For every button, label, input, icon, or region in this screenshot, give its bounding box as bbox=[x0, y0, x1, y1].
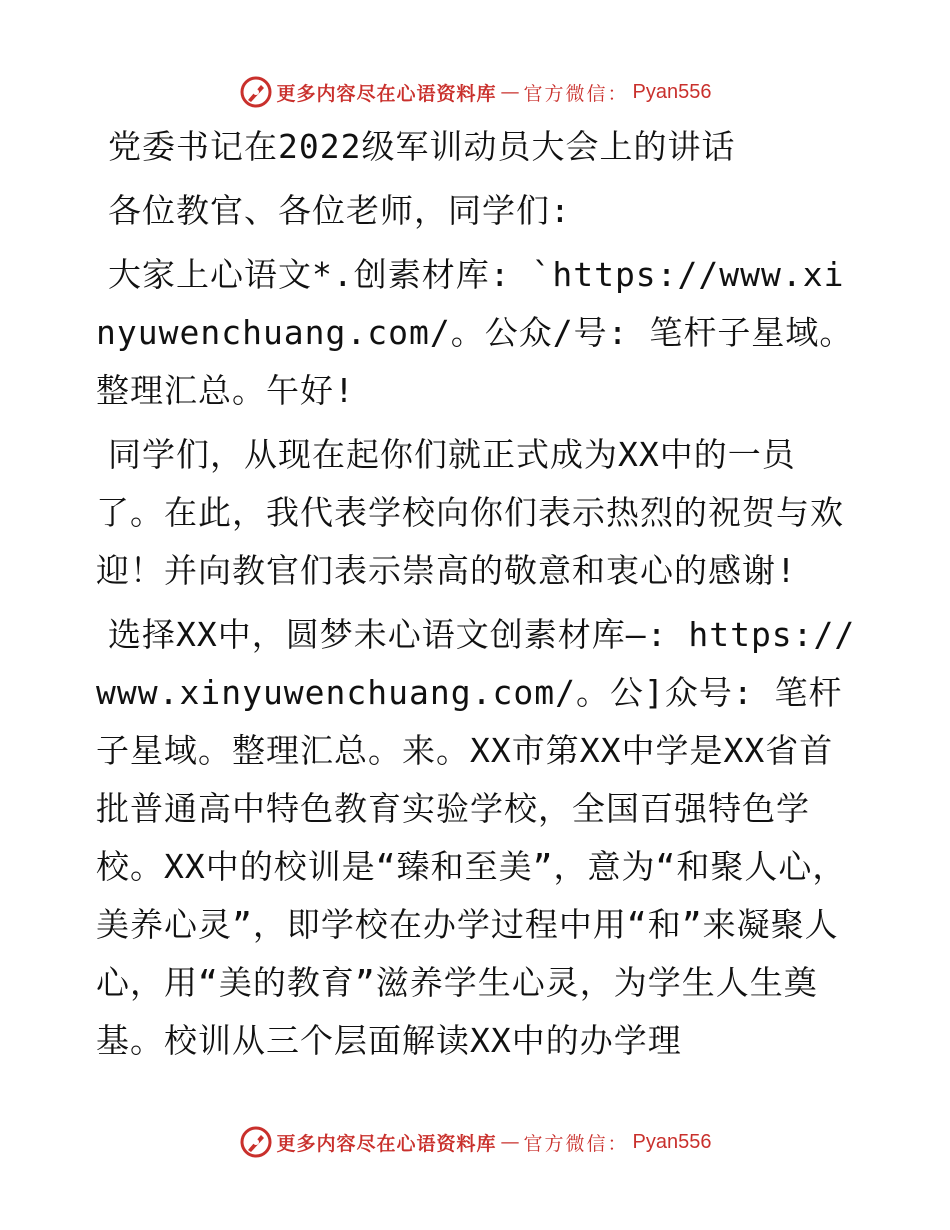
paragraph: 同学们，从现在起你们就正式成为XX中的一员了。在此，我代表学校向你们表示热烈的祝贺与欢迎！并向教官们表示崇高的敬意和衷心的感谢! bbox=[96, 435, 844, 590]
watermark-text: 更多内容尽在心语资料库 bbox=[276, 82, 497, 105]
paragraph: 选择XX中，圆梦未心语文创素材库—: https://www.xinyuwenchuang.com/。公]众号: 笔杆子星域。整理汇总。来。XX市第XX中学是XX省首批普通高中特色教育实验学校，全国百强特色学校。XX中的校训是“臻和至美”，意为“和聚人心，美养心灵”，即学校在办学过程中用“和”来凝聚人心，用“美的教育”滋养学生心灵，为学生人生奠基。校训从三个层面解读XX中的办学理 bbox=[96, 615, 856, 1060]
watermark-dash: — bbox=[500, 81, 520, 103]
watermark-official-label: 官方微信： bbox=[523, 1132, 629, 1155]
pen-logo-icon bbox=[239, 75, 273, 109]
document-body bbox=[96, 118, 856, 1070]
watermark-text: 更多内容尽在心语资料库 bbox=[276, 1132, 497, 1155]
pen-logo-icon bbox=[239, 1125, 273, 1159]
paragraph: 大家上心语文*.创素材库: `https://www.xinyuwenchuang.com/。公众/号: 笔杆子星域。整理汇总。午好! bbox=[96, 255, 854, 410]
header-watermark bbox=[0, 72, 950, 112]
watermark-wechat-id: Pyan556 bbox=[632, 80, 712, 103]
document-title: 党委书记在2022级军训动员大会上的讲话 bbox=[108, 127, 736, 166]
watermark-dash: — bbox=[500, 1131, 520, 1153]
salutation: 各位教官、各位老师，同学们: bbox=[108, 191, 571, 230]
watermark-wechat-id: Pyan556 bbox=[632, 1130, 712, 1153]
footer-watermark bbox=[0, 1122, 950, 1162]
watermark-official-label: 官方微信： bbox=[523, 82, 629, 105]
